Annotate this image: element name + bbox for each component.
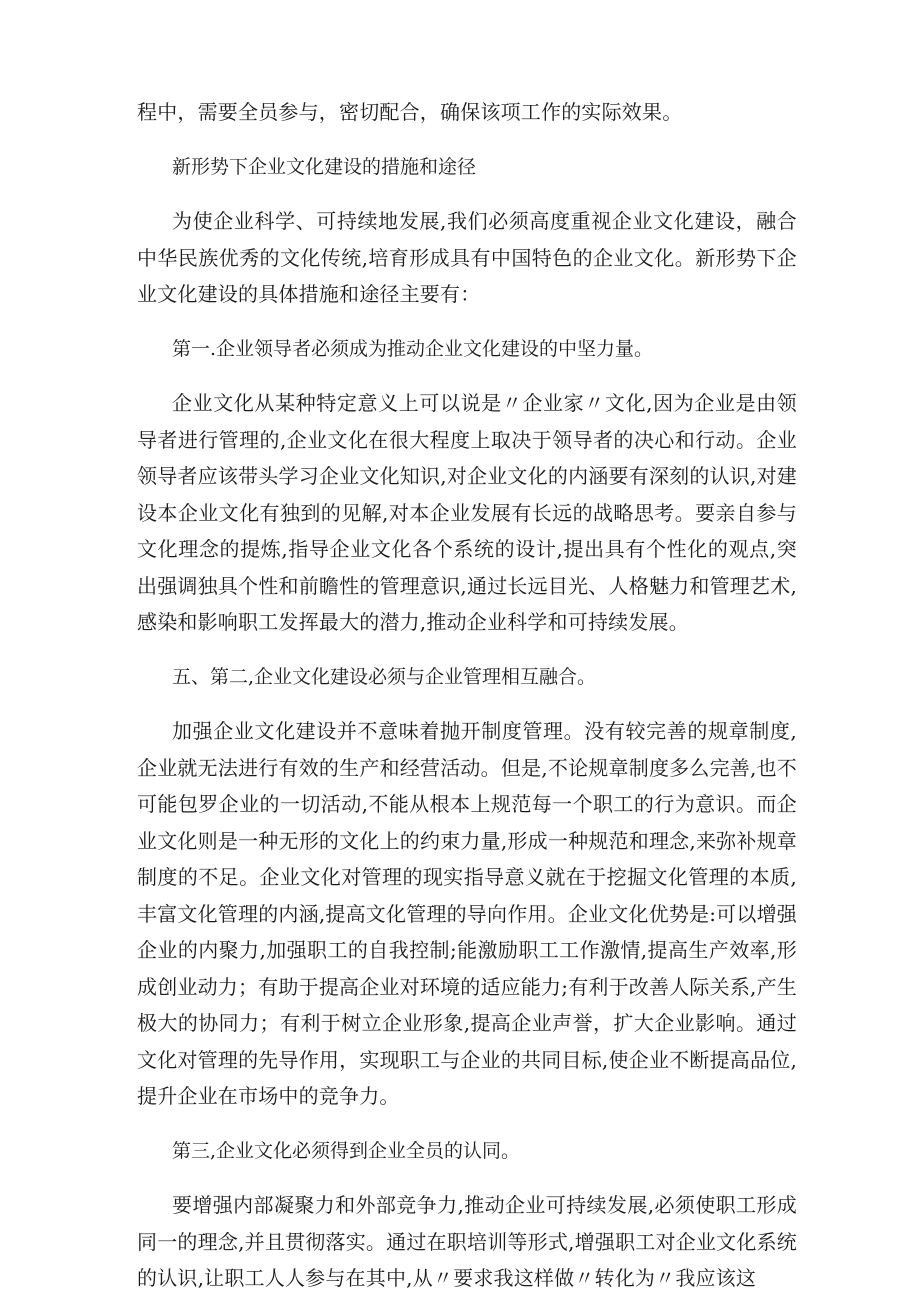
paragraph-continuation: 程中，需要全员参与，密切配合，确保该项工作的实际效果。 — [137, 100, 683, 124]
paragraph-second-point: 加强企业文化建设并不意味着抛开制度管理。没有较完善的规章制度,企业就无法进行有效的生产和经营活动。但是,不论规章制度多么完善,也不可能包罗企业的一切活动,不能从根本上规范每一个职工的行为意识。而企业文化则是一种无形的文化上的约束力量,形成一种规范和理念,来弥补规章制度的不足。企业文化对管理的现实指导意义就在于挖掘文化管理的本质,丰富文化管理的内涵,提高文化管理的导向作用。企业文化优势是:可以增强企业的内聚力,加强职工的自我控制;能激励职工工作激情,提高生产效率,形成创业动力；有助于提高企业对环境的适应能力;有利于改善人际关系,产生极大的协同力；有利于树立企业形象,提高企业声誉，扩大企业影响。通过文化对管理的先导作用，实现职工与企业的共同目标,使企业不断提高品位,提升企业在市场中的竞争力。 — [137, 719, 797, 1108]
document-body — [137, 94, 797, 1315]
paragraph-intro: 为使企业科学、可持续地发展,我们必须高度重视企业文化建设，融合中华民族优秀的文化传统,培育形成具有中国特色的企业文化。新形势下企业文化建设的具体措施和途径主要有： — [137, 209, 797, 306]
paragraph-first-point: 企业文化从某种特定意义上可以说是〃企业家〃文化,因为企业是由领导者进行管理的,企业文化在很大程度上取决于领导者的决心和行动。企业领导者应该带头学习企业文化知识,对企业文化的内涵要有深刻的认识,对建设本企业文化有独到的见解,对本企业发展有长远的战略思考。要亲自参与文化理念的提炼,指导企业文化各个系统的设计,提出具有个性化的观点,突出强调独具个性和前瞻性的管理意识,通过长远目光、人格魅力和管理艺术,感染和影响职工发挥最大的潜力,推动企业科学和可持续发展。 — [137, 391, 797, 634]
heading-third-point: 第三,企业文化必须得到企业全员的认同。 — [172, 1139, 521, 1162]
section-title-measures: 新形势下企业文化建设的措施和途径 — [172, 155, 477, 178]
heading-first-point: 第一.企业领导者必须成为推动企业文化建设的中坚力量。 — [172, 337, 654, 360]
paragraph-third-point: 要增强内部凝聚力和外部竞争力,推动企业可持续发展,必须使职工形成同一的理念,并且贯彻落实。通过在职培训等形式,增强职工对企业文化系统的认识,让职工人人参与在其中,从〃要求我这样做〃转化为〃我应该这 — [137, 1193, 797, 1290]
heading-second-point: 五、第二,企业文化建设必须与企业管理相互融合。 — [172, 665, 597, 688]
